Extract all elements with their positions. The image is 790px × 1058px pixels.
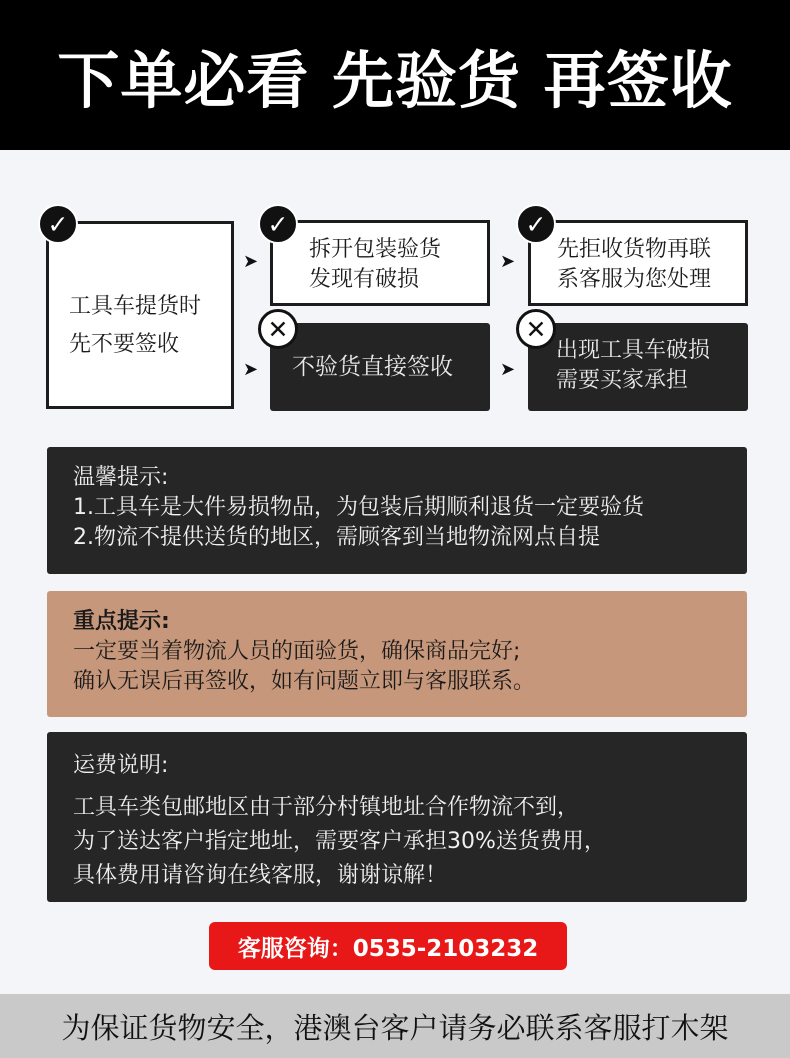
arrow-right-icon: ➤ (500, 251, 516, 272)
flow-ok-step1 (270, 220, 490, 306)
shipping-panel (47, 732, 747, 902)
flow-ok-step1-line2: 发现有破损 (309, 267, 420, 292)
tips-item: 2.物流不提供送货的地区，需顾客到当地物流网点自提 (73, 525, 600, 550)
check-icon: ✓ (38, 204, 78, 244)
key-tips-item: 一定要当着物流人员的面验货，确保商品完好; (73, 639, 521, 664)
key-tips-panel (47, 591, 747, 717)
shipping-item: 工具车类包邮地区由于部分村镇地址合作物流不到， (73, 795, 580, 820)
flow-start-box (46, 221, 234, 409)
check-icon: ✓ (258, 204, 298, 244)
arrow-right-icon: ➤ (500, 359, 516, 380)
tips-item: 1.工具车是大件易损物品，为包装后期顺利退货一定要验货 (73, 495, 644, 520)
key-tips-title: 重点提示: (73, 609, 170, 634)
cross-icon: ✕ (258, 309, 298, 349)
footer-notice: 为保证货物安全，港澳台客户请务必联系客服打木架 (0, 994, 790, 1058)
arrow-right-icon: ➤ (243, 359, 259, 380)
flow-bad-step2 (528, 323, 748, 411)
key-tips-item: 确认无误后再签收，如有问题立即与客服联系。 (73, 669, 536, 694)
cross-icon: ✕ (516, 309, 556, 349)
tips-panel (47, 447, 747, 574)
flow-bad-step2-line2: 需要买家承担 (556, 368, 689, 393)
flow-bad-step2-line1: 出现工具车破损 (556, 338, 711, 363)
tips-title: 温馨提示: (73, 465, 169, 490)
shipping-title: 运费说明: (73, 753, 169, 778)
flow-start-line1: 工具车提货时 (69, 294, 202, 319)
shipping-item: 具体费用请咨询在线客服，谢谢谅解！ (73, 863, 448, 888)
flow-bad-step1-line1: 不验货直接签收 (292, 354, 453, 380)
check-icon: ✓ (516, 204, 556, 244)
shipping-item: 为了送达客户指定地址，需要客户承担30%送货费用， (73, 829, 606, 854)
arrow-right-icon: ➤ (243, 251, 259, 272)
flow-ok-step1-line1: 拆开包装验货 (309, 237, 442, 262)
flow-ok-step2-line2: 系客服为您处理 (557, 267, 712, 292)
contact-button[interactable]: 客服咨询：0535-2103232 (209, 922, 567, 970)
flow-start-line2: 先不要签收 (69, 332, 180, 357)
flow-ok-step2-line1: 先拒收货物再联 (557, 237, 712, 262)
flow-bad-step1 (270, 323, 490, 411)
page-title: 下单必看 先验货 再签收 (0, 0, 790, 150)
flow-ok-step2 (528, 220, 748, 306)
